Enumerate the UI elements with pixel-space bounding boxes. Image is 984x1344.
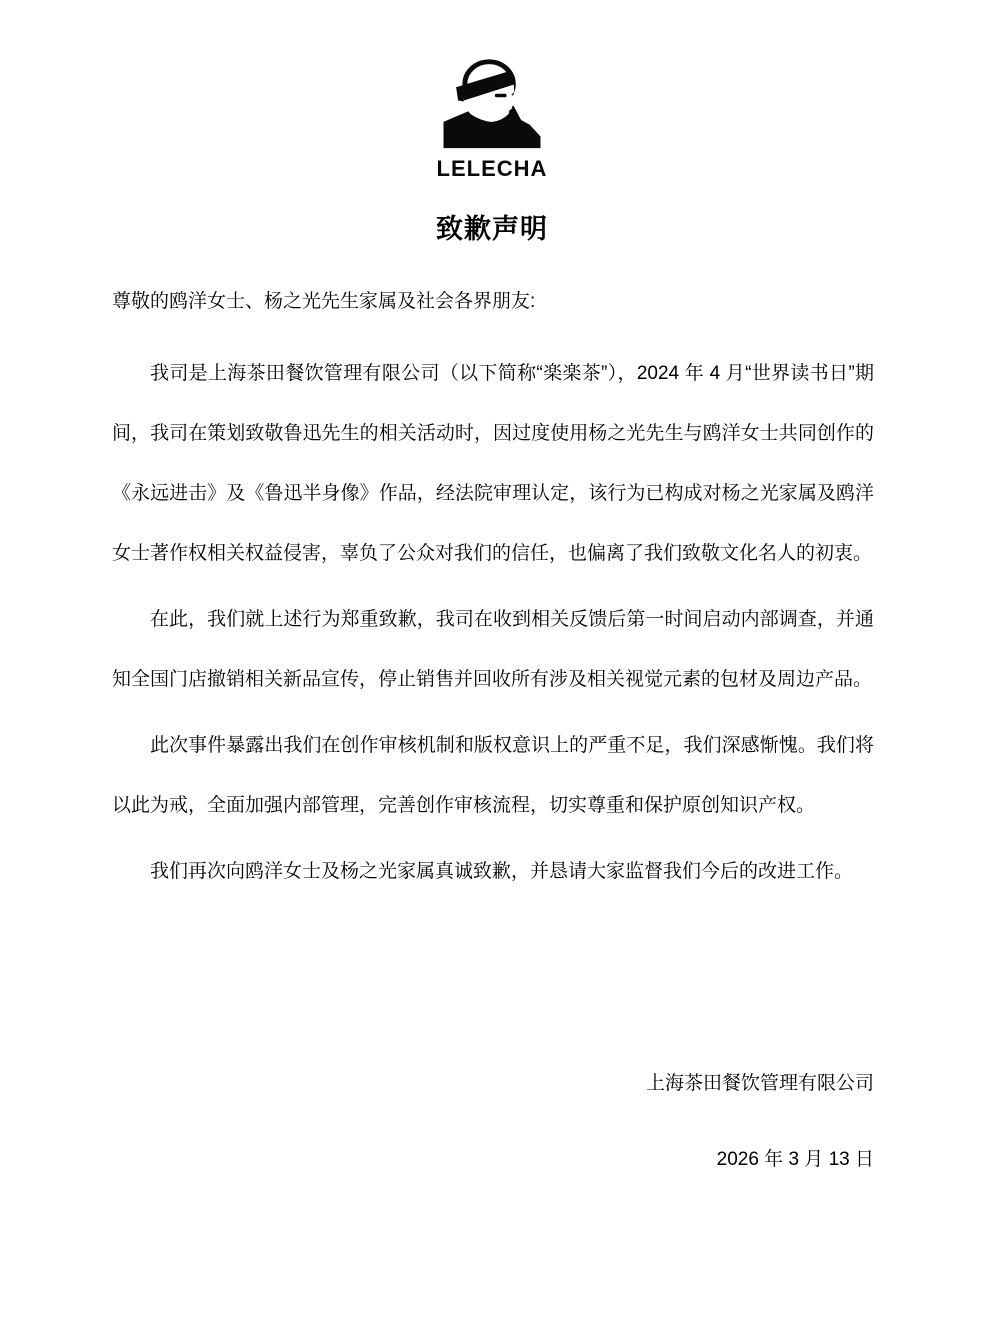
page-title: 致歉声明 (436, 214, 548, 244)
letter-body (112, 272, 874, 902)
lelecha-mascot-icon (440, 54, 544, 151)
signature-company-name: 上海茶田餐饮管理有限公司 (645, 1073, 874, 1094)
body-paragraph-4: 我们再次向鸥洋女士及杨之光家属真诚致歉，并恳请大家监督我们今后的改进工作。 (150, 861, 854, 882)
brand-wordmark: LELECHA (436, 156, 548, 181)
body-paragraph-1: 我司是上海茶田餐饮管理有限公司（以下简称“楽楽茶”），2024 年 4 月“世界读书日”期间，我司在策划致敬鲁迅先生的相关活动时，因过度使用杨之光先生与鸥洋女士共同创作的《永远进击》及《鲁迅半身像》作品，经法院审理认定，该行为已构成对杨之光家属及鸥洋女士著作权相关权益侵害，辜负了公众对我们的信任，也偏离了我们致敬文化名人的初衷。 (112, 363, 874, 564)
signature-block (112, 1054, 874, 1190)
signature-date: 2026 年 3 月 13 日 (716, 1149, 874, 1170)
body-paragraph-3: 此次事件暴露出我们在创作审核机制和版权意识上的严重不足，我们深感惭愧。我们将以此为戒，全面加强内部管理，完善创作审核流程，切实尊重和保护原创知识产权。 (112, 735, 874, 816)
salutation-line: 尊敬的鸥洋女士、杨之光先生家属及社会各界朋友: (112, 291, 536, 312)
brand-logo (0, 0, 984, 180)
body-paragraph-2: 在此，我们就上述行为郑重致歉，我司在收到相关反馈后第一时间启动内部调查，并通知全国门店撤销相关新品宣传，停止销售并回收所有涉及相关视觉元素的包材及周边产品。 (112, 609, 874, 690)
